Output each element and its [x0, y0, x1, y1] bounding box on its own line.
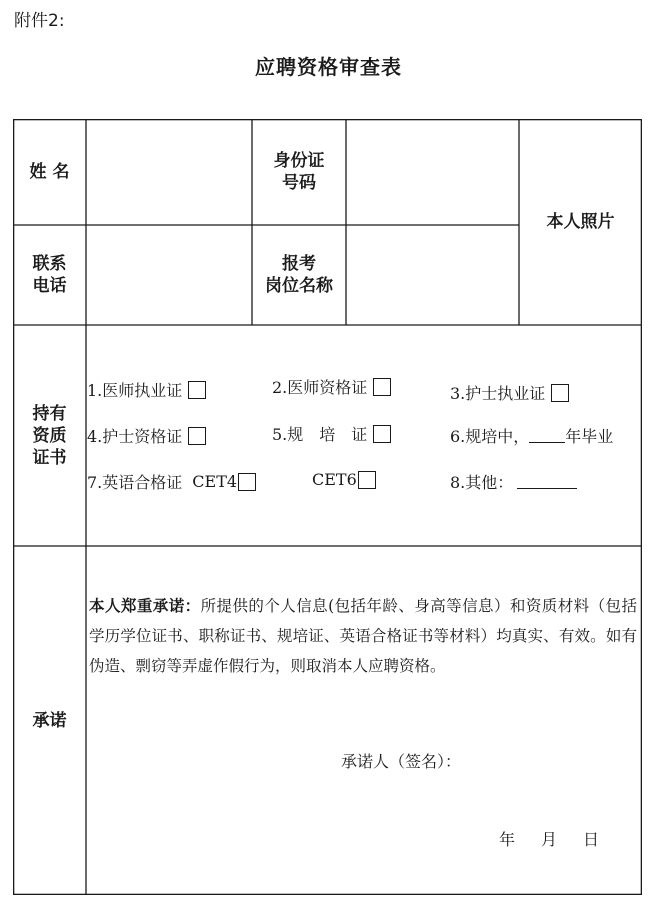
physician-qualification-checkbox[interactable] — [373, 378, 391, 396]
position-label: 报考 岗位名称 — [265, 254, 333, 296]
nurse-practice-checkbox[interactable] — [551, 384, 569, 402]
position-field[interactable] — [347, 225, 519, 325]
form-title: 应聘资格审查表 — [255, 55, 402, 79]
cert-item-cet6: CET6 — [312, 470, 376, 489]
name-field[interactable] — [87, 119, 252, 225]
pledge-lead: 本人郑重承诺： — [89, 596, 201, 615]
date-month: 月 — [541, 830, 558, 849]
qualification-review-form — [13, 119, 642, 895]
id-number-label: 身份证 号码 — [273, 151, 325, 193]
cert-item-english: 7.英语合格证 CET4 — [87, 470, 256, 493]
pledge-label: 承诺 — [32, 710, 67, 731]
cert-item-nurse-qualification: 4.护士资格证 — [87, 424, 206, 447]
cert-item-nurse-practice: 3.护士执业证 — [450, 381, 569, 404]
physician-practice-checkbox[interactable] — [188, 381, 206, 399]
pledge-body: 所提供的个人信息(包括年龄、身高等信息）和资质材料（包括学历学位证书、职称证书、规培证、英语合格证书等材料）均真实、有效。如有伪造、剽窃等弄虚作假行为，则取消本人应聘资格。 — [89, 597, 637, 675]
photo-label: 本人照片 — [546, 212, 615, 232]
attachment-label: 附件2: — [14, 11, 65, 31]
nurse-qualification-checkbox[interactable] — [188, 427, 206, 445]
photo-area[interactable] — [519, 119, 642, 325]
cert-item-standardized-training: 5.规 培 证 — [272, 422, 391, 445]
phone-field[interactable] — [87, 225, 252, 325]
date-year: 年 — [499, 830, 516, 849]
standardized-training-checkbox[interactable] — [373, 425, 391, 443]
phone-label: 联系 电话 — [32, 254, 67, 296]
signer-label: 承诺人（签名）： — [341, 752, 462, 771]
cert-item-physician-practice: 1.医师执业证 — [87, 378, 206, 401]
date-day: 日 — [583, 830, 600, 849]
cert-item-other: 8.其他： — [450, 470, 577, 493]
name-label: 姓 名 — [29, 162, 70, 182]
graduation-year-field[interactable] — [529, 428, 565, 443]
cert-item-physician-qualification: 2.医师资格证 — [272, 375, 391, 398]
certificates-label: 持有 资质 证书 — [32, 403, 67, 468]
cet6-checkbox[interactable] — [358, 471, 376, 489]
cert-item-training-in-progress: 6.规培中， 年毕业 — [450, 427, 614, 446]
pledge-text — [89, 591, 637, 681]
other-cert-field[interactable] — [517, 474, 577, 489]
cet4-checkbox[interactable] — [238, 473, 256, 491]
sign-date — [499, 827, 599, 850]
id-number-field[interactable] — [347, 119, 519, 225]
